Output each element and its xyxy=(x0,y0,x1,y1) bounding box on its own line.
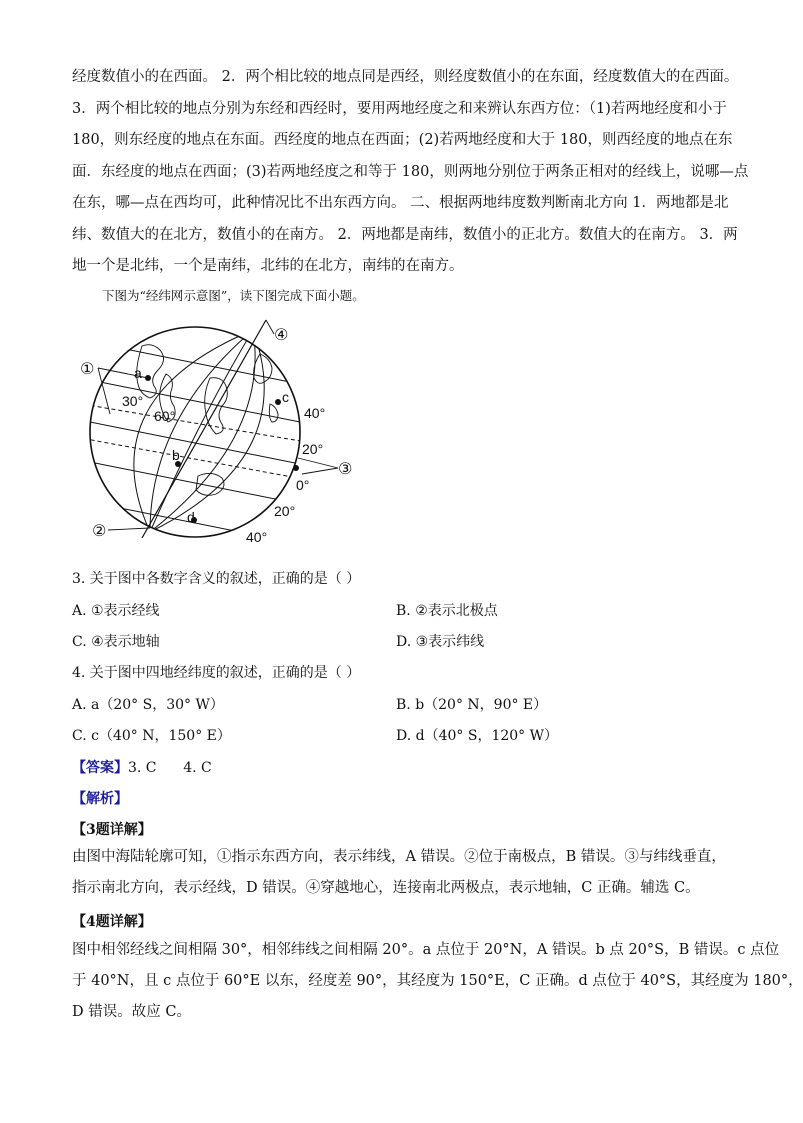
answer-line xyxy=(72,757,212,777)
marker-4-label: ④ xyxy=(274,327,289,344)
q3-option-b: B. ②表示北极点 xyxy=(396,603,498,619)
intro-line: 纬、数值大的在北方，数值小的在南方。 2．两地都是南纬，数值小的正北方。数值大的在南方。 3．两 xyxy=(72,226,738,243)
intro-line: 面．东经度的地点在西面；(3)若两地经度之和等于 180，则两地分别位于两条正相对的经线上，说哪—点 xyxy=(72,163,749,180)
detail-3-body xyxy=(72,842,724,904)
point-a-dot xyxy=(145,375,151,381)
detail-4-body xyxy=(72,935,803,1028)
detail-3-title: 【3题详解】 xyxy=(72,822,152,838)
figure-caption: 下图为“经纬网示意图”，读下图完成下面小题。 xyxy=(102,288,365,303)
degree-label: 40° xyxy=(246,529,268,545)
point-c-label: c xyxy=(282,389,289,405)
detail-line: 图中相邻经线之间相隔 30°，相邻纬线之间相隔 20°。a 点位于 20°N，A 错误。b 点 20°S，B 错误。c 点位 xyxy=(72,942,780,958)
graticule-globe-figure xyxy=(70,318,370,550)
q4-option-c: C. c（40° N，150° E） xyxy=(72,728,231,744)
point-d-label: d xyxy=(187,509,195,525)
degree-label: 20° xyxy=(274,503,296,519)
detail-4-title: 【4题详解】 xyxy=(72,914,152,930)
degree-label: 30° xyxy=(122,393,144,409)
detail-line: 由图中海陆轮廓可知，①指示东西方向，表示纬线，A 错误。②位于南极点，B 错误。③与纬线垂直， xyxy=(72,849,726,865)
intro-line: 地一个是北纬，一个是南纬，北纬的在北方，南纬的在南方。 xyxy=(72,258,464,274)
marker-3-label: ③ xyxy=(338,461,353,478)
equator-dot xyxy=(293,465,299,471)
question-4-stem: 4. 关于图中四地经纬度的叙述，正确的是（ ） xyxy=(72,665,361,681)
q4-option-d: D. d（40° S，120° W） xyxy=(396,728,559,744)
q3-option-c: C. ④表示地轴 xyxy=(72,634,160,650)
q4-option-a: A. a（20° S，30° W） xyxy=(72,697,224,713)
intro-paragraph xyxy=(72,62,749,283)
point-b-label: b xyxy=(172,447,180,463)
detail-line: D 错误。故应 C。 xyxy=(72,1004,191,1020)
question-3-stem: 3. 关于图中各数字含义的叙述，正确的是（ ） xyxy=(72,571,361,587)
answer-text: 3. C 4. C xyxy=(128,760,212,776)
marker-2-label: ② xyxy=(92,523,107,540)
q3-option-a: A. ①表示经线 xyxy=(72,603,160,619)
intro-line: 在东，哪—点在西均可，此种情况比不出东西方向。 二、根据两地纬度数判断南北方向 1．两地都是北 xyxy=(72,195,729,211)
analysis-label: 【解析】 xyxy=(72,791,128,807)
degree-label: 0° xyxy=(296,477,310,493)
q3-option-d: D. ③表示纬线 xyxy=(396,634,485,650)
point-c-dot xyxy=(275,399,281,405)
answer-label: 【答案】 xyxy=(72,760,128,776)
intro-line: 经度数值小的在西面。 2．两个相比较的地点同是西经，则经度数值小的在东面，经度数值大的在西面。 xyxy=(72,69,739,85)
marker-1-label: ① xyxy=(80,361,95,378)
degree-label: 40° xyxy=(304,405,326,421)
q4-option-b: B. b（20° N，90° E） xyxy=(396,697,548,713)
degree-label: 20° xyxy=(302,441,324,457)
detail-line: 于 40°N，且 c 点位于 60°E 以东，经度差 90°，其经度为 150°E，C 正确。d 点位于 40°S，其经度为 180°， xyxy=(72,973,803,989)
degree-label: 60° xyxy=(154,408,176,424)
intro-line: 180，则东经度的地点在东面。西经度的地点在西面；(2)若两地经度和大于 180，则西经度的地点在东 xyxy=(72,132,733,148)
intro-line: 3．两个相比较的地点分别为东经和西经时，要用两地经度之和来辨认东西方位：（1)若两地经度和小于 xyxy=(72,100,727,117)
detail-line: 指示南北方向，表示经线，D 错误。④穿越地心，连接南北两极点，表示地轴，C 正确。辅选 C。 xyxy=(72,880,700,896)
point-a-label: a xyxy=(134,365,142,381)
